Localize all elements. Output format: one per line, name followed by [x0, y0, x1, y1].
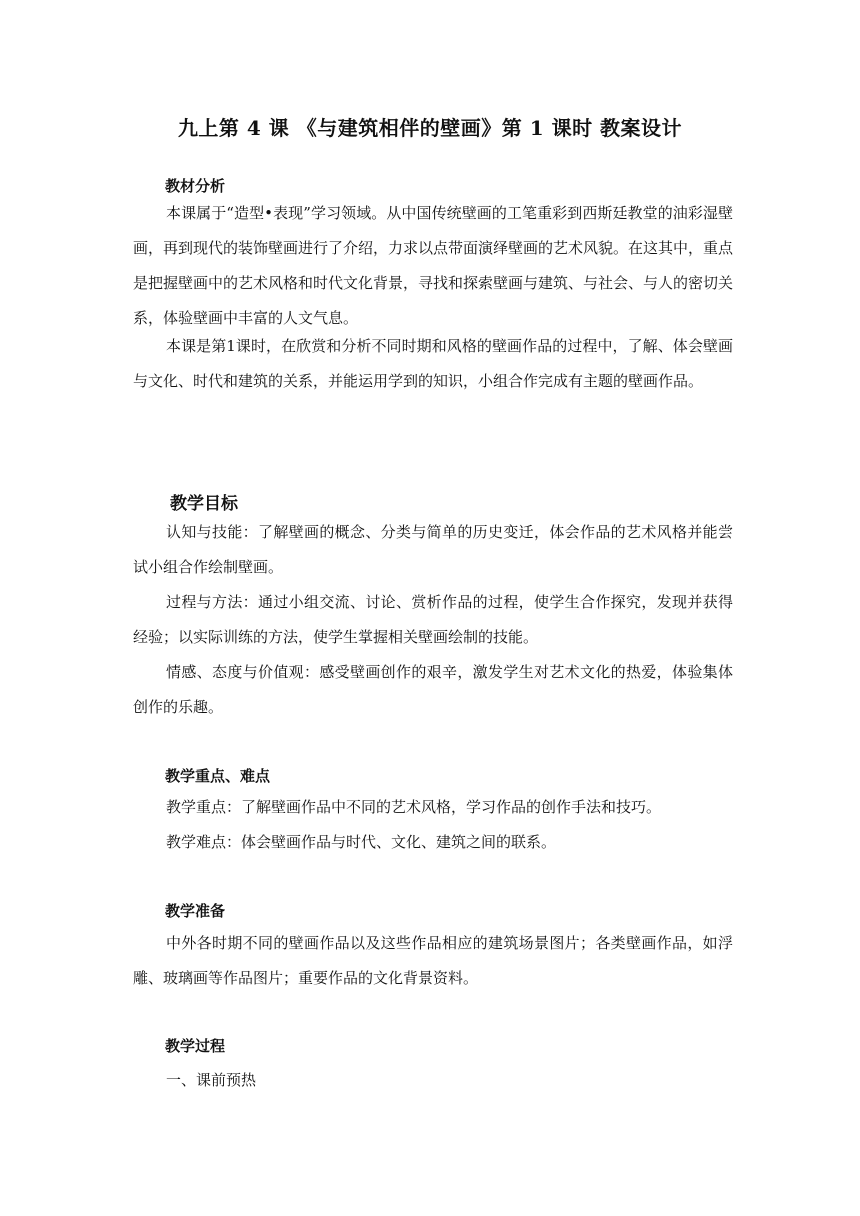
heading-prep: 教学准备: [165, 902, 226, 920]
goals-paragraph-2: 过程与方法：通过小组交流、讨论、赏析作品的过程，使学生合作探究，发现并获得经验；以实际训练的方法，使学生掌握相关壁画绘制的技能。: [133, 593, 733, 646]
heading-process: 教学过程: [165, 1037, 226, 1055]
analysis-paragraph-1: 本课属于“造型•表现”学习领域。从中国传统壁画的工笔重彩到西斯廷教堂的油彩湿壁画，再到现代的装饰壁画进行了介绍，力求以点带面演绎壁画的艺术风貌。在这其中，重点是把握壁画中的艺术风格和时代文化背景，寻找和探索壁画与建筑、与社会、与人的密切关系，体验壁画中丰富的人文气息。: [133, 204, 734, 327]
document-title: 九上第 4 课 《与建筑相伴的壁画》第 1 课时 教案设计: [177, 116, 683, 140]
process-line-1: 一、课前预热: [166, 1071, 257, 1089]
keypoints-line-2: 教学难点：体会壁画作品与时代、文化、建筑之间的联系。: [166, 833, 557, 851]
analysis-paragraph-2: 本课是第1课时，在欣赏和分析不同时期和风格的壁画作品的过程中，了解、体会壁画与文化、时代和建筑的关系，并能运用学到的知识，小组合作完成有主题的壁画作品。: [133, 337, 733, 390]
goals-paragraph-1: 认知与技能：了解壁画的概念、分类与简单的历史变迁，体会作品的艺术风格并能尝试小组合作绘制壁画。: [133, 523, 733, 576]
heading-keypoints: 教学重点、难点: [165, 767, 271, 785]
goals-paragraph-3: 情感、态度与价值观：感受壁画创作的艰辛，激发学生对艺术文化的热爱，体验集体创作的乐趣。: [133, 663, 733, 716]
prep-paragraph-1: 中外各时期不同的壁画作品以及这些作品相应的建筑场景图片；各类壁画作品，如浮雕、玻璃画等作品图片；重要作品的文化背景资料。: [133, 934, 733, 987]
keypoints-line-1: 教学重点：了解壁画作品中不同的艺术风格，学习作品的创作手法和技巧。: [166, 798, 662, 816]
heading-analysis: 教材分析: [165, 177, 226, 195]
heading-goals: 教学目标: [170, 494, 238, 514]
